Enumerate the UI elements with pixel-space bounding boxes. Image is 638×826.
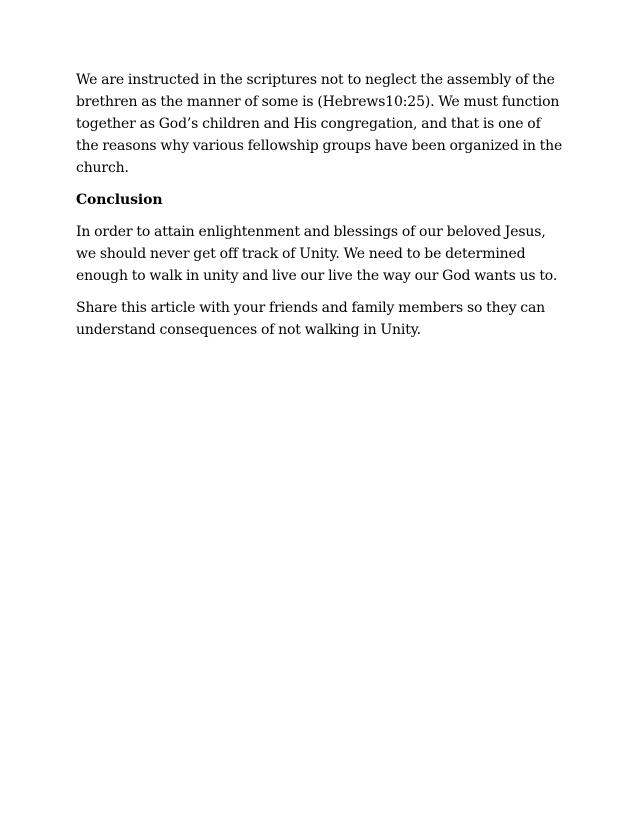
paragraph-unity: In order to attain enlightenment and blessings of our beloved Jesus, we should never get off track of Unity. We need to be determined enough to walk in unity and live our live the way our God wants us to. xyxy=(76,224,558,284)
document-page xyxy=(76,69,566,351)
paragraph-share: Share this article with your friends and family members so they can understand consequences of not walking in Unity. xyxy=(76,300,546,338)
section-heading-conclusion: Conclusion xyxy=(76,192,163,208)
paragraph-assembly: We are instructed in the scriptures not to neglect the assembly of the brethren as the manner of some is (Hebrews10:25). We must function together as God’s children and His congregation, and that is one of the reasons why various fellowship groups have been organized in the church. xyxy=(76,72,563,176)
